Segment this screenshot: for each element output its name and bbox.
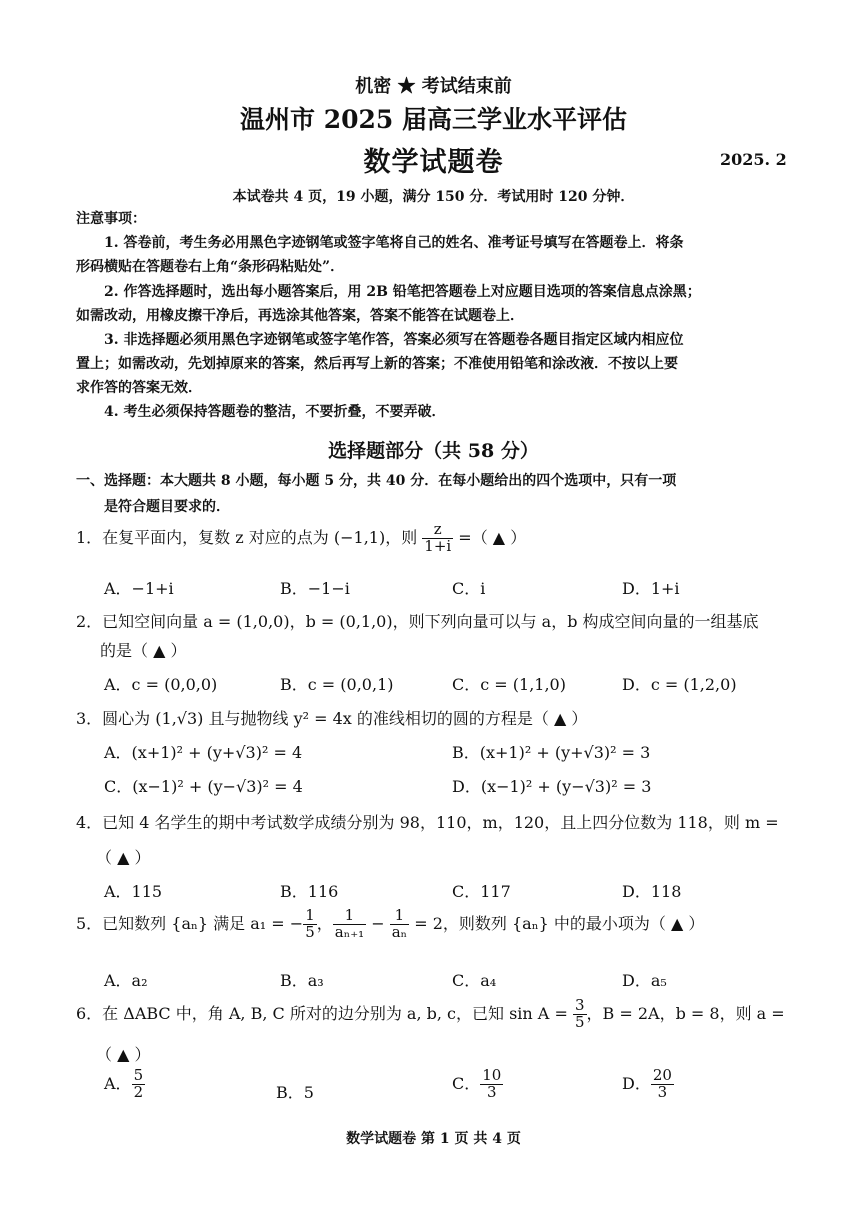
question-2-cont: 的是（ ▲ ） — [100, 641, 187, 660]
question-4: 4．已知 4 名学生的期中考试数学成绩分别为 98，110，m，120，且上四分位数为 118，则 m = — [76, 813, 779, 832]
fraction: $\frac{1}{5}$ — [305, 906, 315, 941]
option-d: D．c = (1,2,0) — [622, 675, 737, 694]
exam-title: 温州市 2025 届高三学业水平评估 — [240, 105, 627, 134]
fraction: $\frac{5}{2}$ — [133, 1066, 144, 1101]
exam-date: 2025. 2 — [720, 150, 787, 169]
option-d: D． $\frac{20}{3}$ — [622, 1066, 672, 1101]
option-a: A．(x+1)² + (y+√3)² = 4 — [104, 743, 303, 762]
option-b: B．c = (0,0,1) — [280, 675, 394, 694]
section-intro: 一、选择题：本大题共 8 小题，每小题 5 分，共 40 分．在每小题给出的四个选项中，只有一项 — [76, 473, 677, 489]
option-a: A．a₂ — [104, 971, 148, 990]
option-b: B．−1−i — [280, 579, 350, 598]
fraction: $\frac{1}{\text{aₙ}}$ — [391, 906, 408, 941]
fraction: $\frac{1}{\text{aₙ₊₁}}$ — [334, 906, 365, 941]
notice-line: 2. 作答选择题时，选出每小题答案后，用 2B 铅笔把答题卷上对应题目选项的答案信息点涂黑； — [104, 284, 701, 300]
option-b: B．5 — [276, 1083, 314, 1102]
option-c: C．i — [452, 579, 486, 598]
option-c: C． $\frac{10}{3}$ — [452, 1066, 502, 1101]
question-5: 5．已知数列 {aₙ} 满足 a₁ = − $\frac{1}{5}$ ， $\frac{1}{\text{aₙ₊₁}}$ − $\frac{1}{\text{aₙ}}$ = 2，则数列 {aₙ} 中的最小项为（ ▲ ） — [76, 906, 705, 941]
notice-line: 如需改动，用橡皮擦干净后，再选涂其他答案，答案不能答在试题卷上． — [76, 308, 524, 324]
option-c: C．117 — [452, 882, 511, 901]
option-a: A． $\frac{5}{2}$ — [104, 1066, 144, 1101]
option-a: A．115 — [104, 882, 163, 901]
question-6: 6．在 ΔABC 中，角 A, B, C 所对的边分别为 a, b, c，已知 sin A = $\frac{3}{5}$ ，B = 2A，b = 8，则 a = — [76, 996, 785, 1031]
option-d: D．1+i — [622, 579, 680, 598]
notice-line: 3. 非选择题必须用黑色字迹钢笔或签字笔作答，答案必须写在答题卷各题目指定区域内相应位 — [104, 332, 684, 348]
option-b: B．(x+1)² + (y+√3)² = 3 — [452, 743, 651, 762]
fraction: $\frac{3}{5}$ — [574, 996, 585, 1031]
notice-line: 4. 考生必须保持答题卷的整洁，不要折叠，不要弄破． — [104, 404, 446, 420]
option-a: A．−1+i — [104, 579, 174, 598]
page-footer: 数学试题卷 第 1 页 共 4 页 — [346, 1131, 521, 1147]
fraction: $\frac{10}{3}$ — [482, 1066, 502, 1101]
fraction: $\frac{20}{3}$ — [652, 1066, 672, 1101]
question-1: 1．在复平面内，复数 z 对应的点为 (−1,1)，则 $\frac{z}{1+i}$ =（ ▲ ） — [76, 520, 527, 555]
option-b: B．a₃ — [280, 971, 324, 990]
option-c: C．(x−1)² + (y−√3)² = 4 — [104, 777, 303, 796]
option-d: D．118 — [622, 882, 682, 901]
section-intro: 是符合题目要求的． — [104, 499, 230, 515]
notice-line: 置上；如需改动，先划掉原来的答案，然后再写上新的答案；不准使用铅笔和涂改液．不按以上要 — [76, 356, 678, 372]
question-4-cont: （ ▲ ） — [96, 848, 151, 867]
question-2: 2．已知空间向量 a = (1,0,0)，b = (0,1,0)，则下列向量可以与 a，b 构成空间向量的一组基底 — [76, 612, 759, 631]
notice-line: 形码横贴在答题卷右上角“条形码粘贴处”． — [76, 259, 345, 275]
fraction: $\frac{z}{1+i}$ — [424, 520, 452, 555]
question-3: 3．圆心为 (1,√3) 且与抛物线 y² = 4x 的准线相切的圆的方程是（ ▲ ） — [76, 709, 588, 728]
exam-info: 本试卷共 4 页，19 小题，满分 150 分．考试用时 120 分钟． — [232, 189, 635, 205]
option-c: C．c = (1,1,0) — [452, 675, 566, 694]
notice-line: 求作答的答案无效． — [76, 380, 202, 396]
question-6-cont: （ ▲ ） — [96, 1045, 151, 1064]
option-a: A．c = (0,0,0) — [104, 675, 218, 694]
section-title: 选择题部分（共 58 分） — [328, 440, 539, 462]
notice-line: 1. 答卷前，考生务必用黑色字迹钢笔或签字笔将自己的姓名、准考证号填写在答题卷上．将条 — [104, 235, 684, 251]
option-c: C．a₄ — [452, 971, 497, 990]
confidential-label: 机密 ★ 考试结束前 — [355, 76, 512, 97]
option-d: D．(x−1)² + (y−√3)² = 3 — [452, 777, 652, 796]
notice-heading: 注意事项： — [76, 211, 146, 227]
option-d: D．a₅ — [622, 971, 667, 990]
exam-subtitle: 数学试题卷 — [363, 147, 504, 178]
option-b: B．116 — [280, 882, 339, 901]
